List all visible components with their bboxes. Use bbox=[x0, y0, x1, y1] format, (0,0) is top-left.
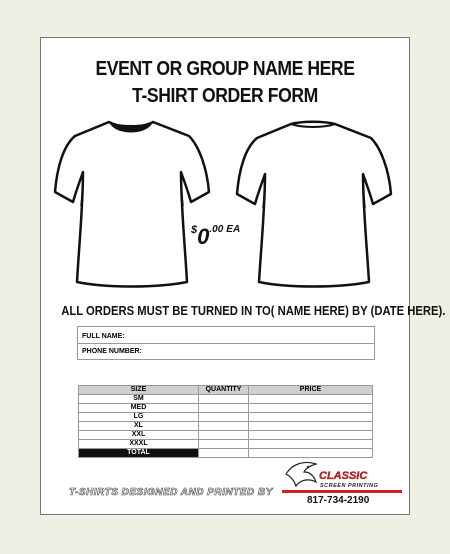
size-cell: XXL bbox=[79, 431, 199, 440]
quantity-cell[interactable] bbox=[199, 422, 249, 431]
table-row bbox=[79, 431, 373, 440]
phone-number-field[interactable] bbox=[78, 343, 374, 359]
price-cell[interactable] bbox=[249, 440, 373, 449]
price-unit: EA bbox=[226, 224, 241, 235]
phone-number-label: PHONE NUMBER: bbox=[82, 348, 142, 355]
quantity-cell[interactable] bbox=[199, 440, 249, 449]
price-per-shirt bbox=[191, 224, 240, 250]
total-row bbox=[79, 449, 373, 458]
size-cell: LG bbox=[79, 413, 199, 422]
quantity-cell[interactable] bbox=[199, 404, 249, 413]
quantity-cell[interactable] bbox=[199, 395, 249, 404]
tshirt-back-image bbox=[233, 116, 393, 288]
table-row bbox=[79, 395, 373, 404]
event-name-heading: EVENT OR GROUP NAME HERE bbox=[95, 58, 355, 80]
size-cell: XXXL bbox=[79, 440, 199, 449]
full-name-label: FULL NAME: bbox=[82, 333, 125, 340]
price-cell[interactable] bbox=[249, 404, 373, 413]
price-currency: $ bbox=[191, 224, 198, 236]
quantity-cell[interactable] bbox=[199, 413, 249, 422]
price-dollars: 0 bbox=[197, 224, 210, 249]
form-title: T-SHIRT ORDER FORM bbox=[132, 85, 318, 107]
contact-fields bbox=[77, 326, 375, 360]
size-column-header: SIZE bbox=[79, 386, 199, 395]
price-cell[interactable] bbox=[249, 395, 373, 404]
full-name-field[interactable] bbox=[78, 327, 374, 343]
logo-subtitle: SCREEN PRINTING bbox=[320, 483, 379, 489]
quantity-column-header: QUANTITY bbox=[199, 386, 249, 395]
printer-credit: T-SHIRTS DESIGNED AND PRINTED BY bbox=[69, 487, 273, 498]
logo-stripe bbox=[282, 490, 402, 493]
price-cents: .00 bbox=[209, 224, 224, 235]
printer-phone: 817-734-2190 bbox=[307, 495, 370, 506]
order-form-sheet bbox=[40, 37, 446, 515]
size-cell: MED bbox=[79, 404, 199, 413]
deadline-notice: ALL ORDERS MUST BE TURNED IN TO( NAME HERE) BY (DATE HERE). bbox=[61, 304, 446, 318]
total-quantity-cell[interactable] bbox=[199, 449, 249, 458]
tshirt-front-image bbox=[51, 116, 211, 288]
price-cell[interactable] bbox=[249, 422, 373, 431]
table-row bbox=[79, 404, 373, 413]
table-row bbox=[79, 422, 373, 431]
size-order-table bbox=[78, 385, 373, 458]
size-cell: SM bbox=[79, 395, 199, 404]
total-price-cell[interactable] bbox=[249, 449, 373, 458]
table-header-row bbox=[79, 386, 373, 395]
printer-logo bbox=[282, 458, 402, 506]
table-row bbox=[79, 440, 373, 449]
size-cell: XL bbox=[79, 422, 199, 431]
price-cell[interactable] bbox=[249, 431, 373, 440]
logo-name: CLASSIC bbox=[319, 470, 368, 482]
price-column-header: PRICE bbox=[249, 386, 373, 395]
quantity-cell[interactable] bbox=[199, 431, 249, 440]
price-cell[interactable] bbox=[249, 413, 373, 422]
table-row bbox=[79, 413, 373, 422]
total-label: TOTAL bbox=[79, 449, 199, 458]
eagle-icon bbox=[284, 460, 318, 490]
